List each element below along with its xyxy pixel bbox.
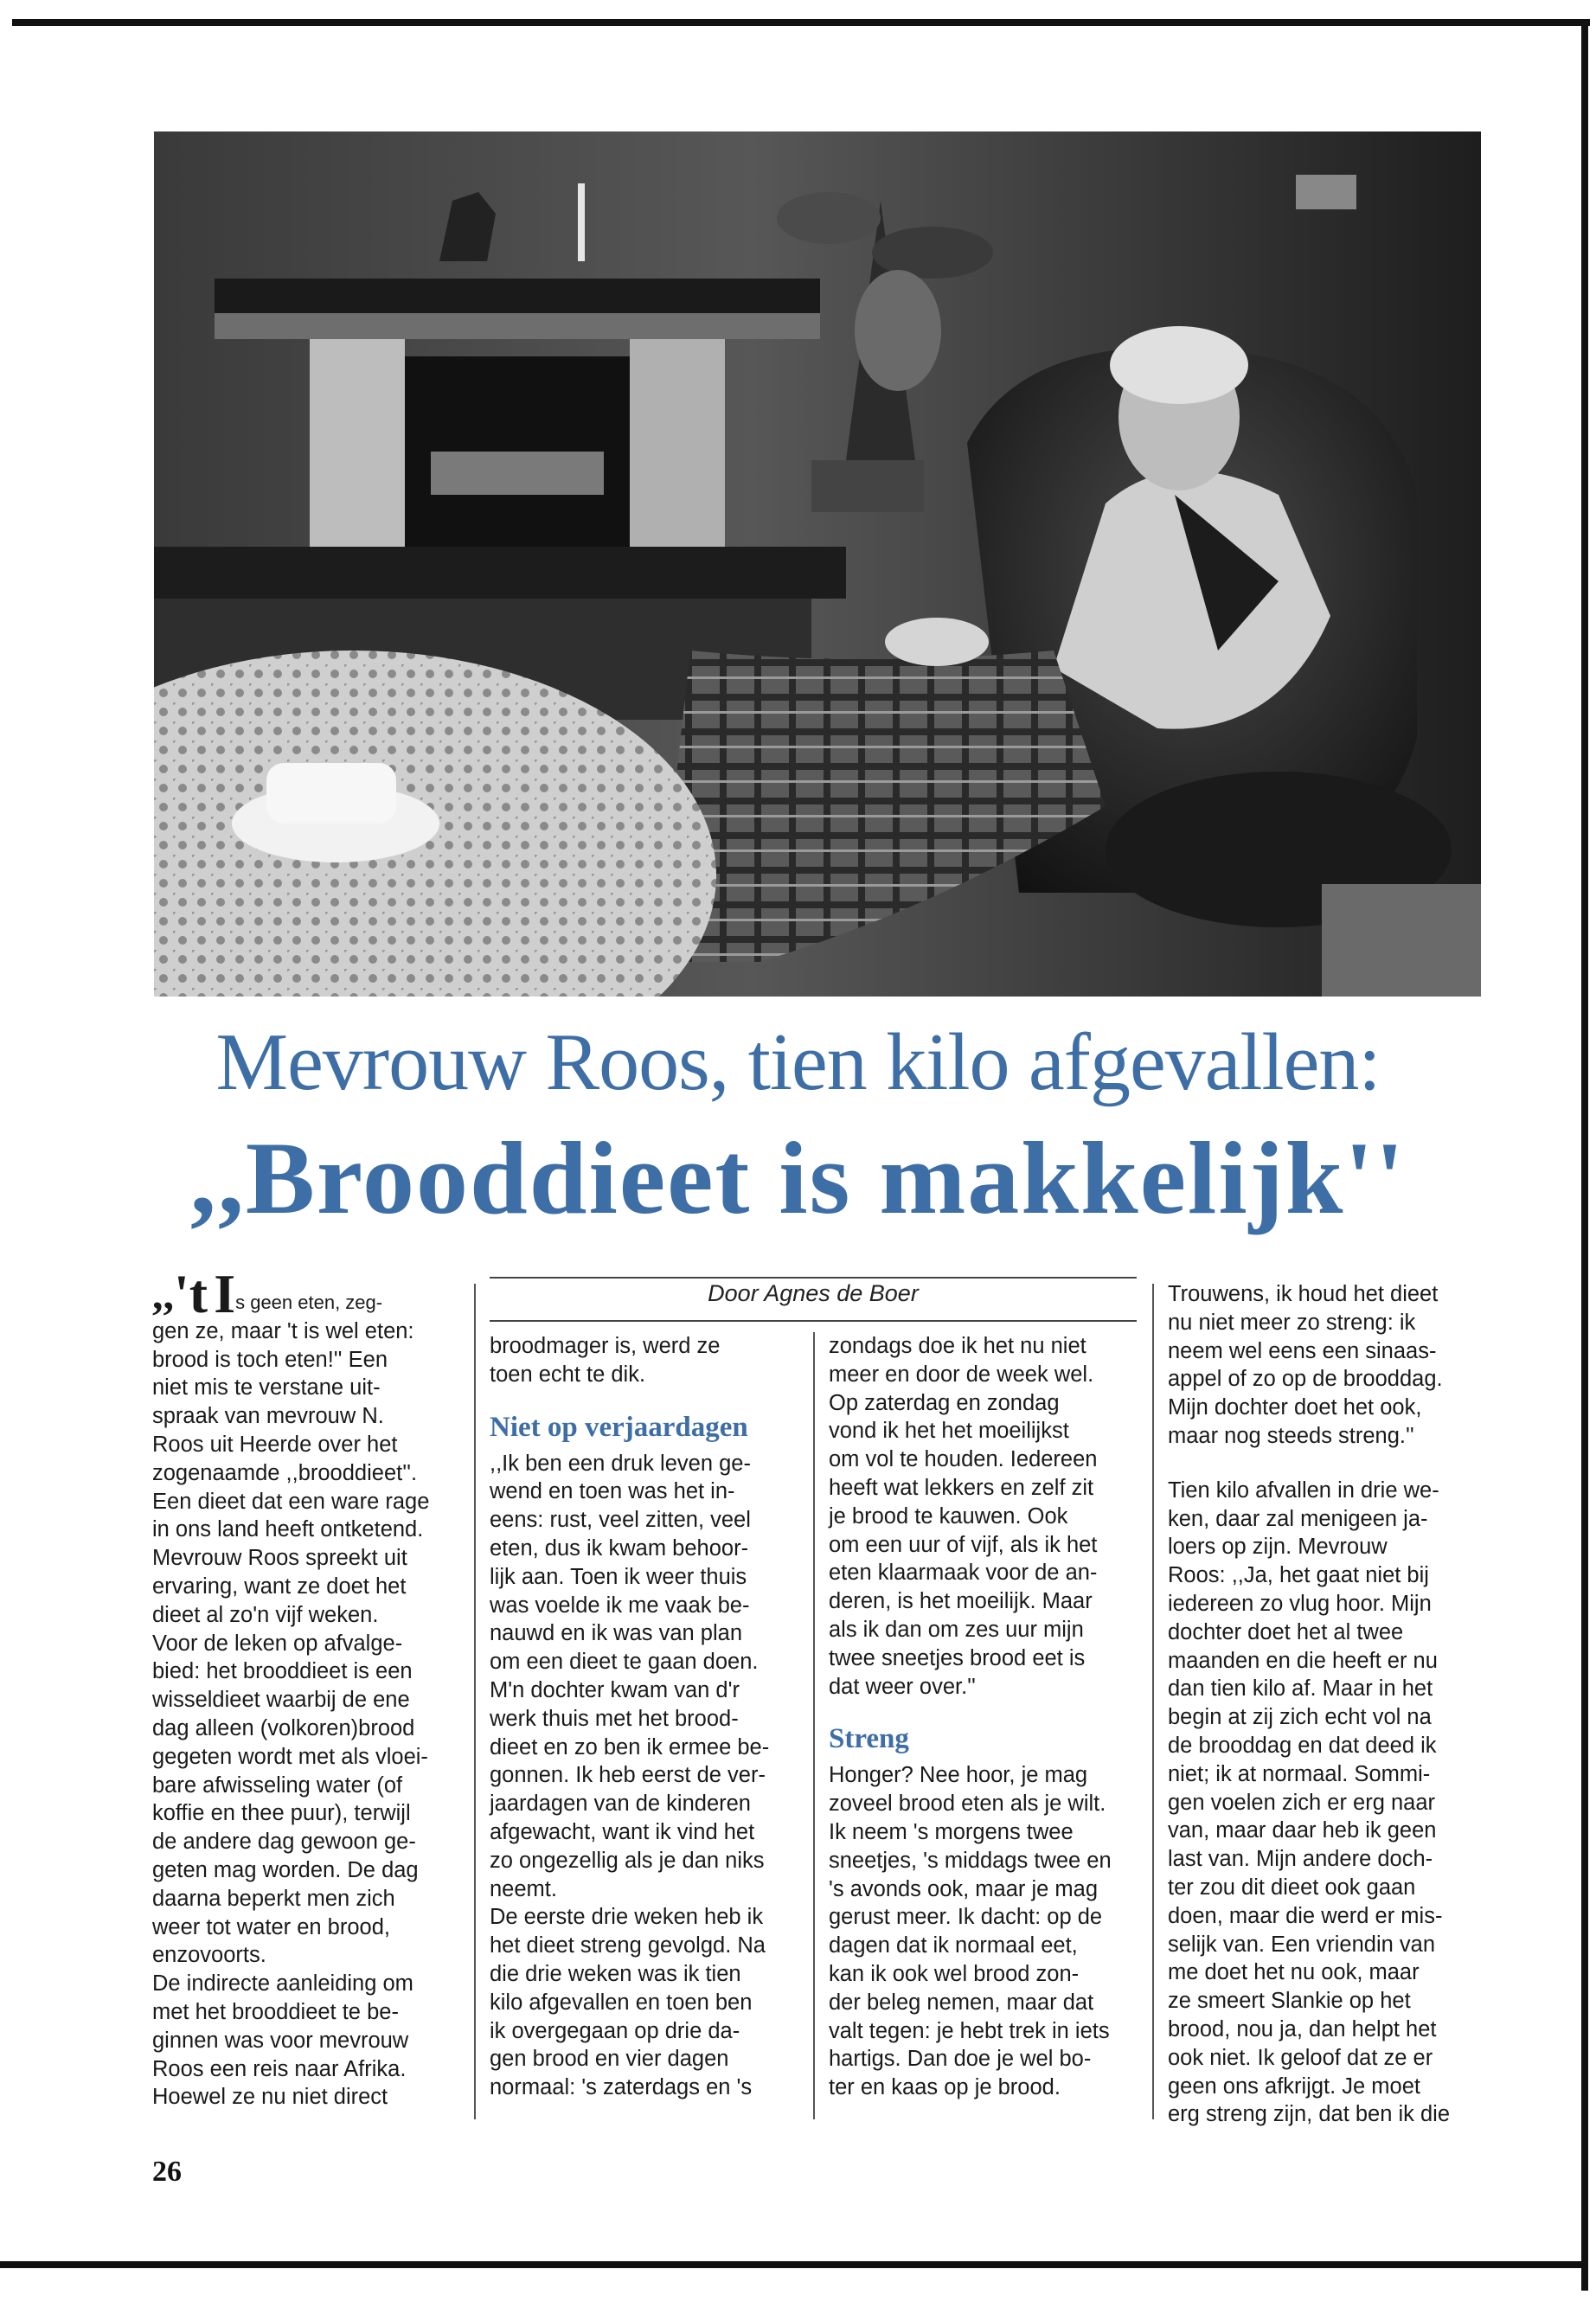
text-line: Ik neem 's morgens twee [829,1819,1074,1844]
text-line: geten mag worden. De dag [152,1857,419,1882]
text-line: zoveel brood eten als je wilt. [829,1791,1106,1817]
text-line: eten, dus ik kwam behoor- [490,1535,749,1561]
text-line: als ik dan om zes uur mijn [829,1617,1084,1642]
text-line: wisseldieet waarbij de ene [152,1688,410,1713]
text-line: Mijn dochter doet het ook, [1168,1395,1422,1420]
text-line: doen, maar die werd er mis- [1168,1903,1443,1928]
text-line: met het brooddieet te be- [152,1999,399,2024]
text-line: spraak van mevrouw N. [152,1404,384,1429]
headline-line-2: ,,Brooddieet is makkelijk'' [189,1120,1407,1235]
text-line: gen voelen zich er erg naar [1168,1790,1436,1815]
text-line: van, maar daar heb ik geen [1168,1818,1437,1843]
text-line: daarna beperkt men zich [152,1886,395,1911]
text-line: hartigs. Dan doe je wel bo- [829,2047,1092,2072]
text-line: de andere dag gewoon ge- [152,1830,416,1855]
text-line: selijk van. Een vriendin van [1168,1932,1436,1957]
text-line: dieet en zo ben ik ermee be- [490,1734,770,1759]
column-3-top [829,1332,1140,1701]
text-line: neem wel eens een sinaas- [1168,1338,1437,1363]
text-line: de brooddag en dat deed ik [1168,1733,1437,1758]
text-line: meer en door de week wel. [829,1362,1094,1387]
text-line: Hoewel ze nu niet direct [152,2085,388,2110]
text-line: ter zou dit dieet ook gaan [1168,1875,1416,1900]
text-line: dan tien kilo af. Maar in het [1168,1676,1433,1702]
headline-line-1: Mevrouw Roos, tien kilo afgevallen: [215,1017,1381,1107]
text-line: begin at zij zich echt vol na [1168,1705,1432,1730]
text-line: maar nog steeds streng.'' [1168,1423,1414,1448]
text-line: geen ons afkrijgt. Je moet [1168,2073,1420,2099]
paragraph-spacer [1168,1451,1479,1477]
subhead-streng: Streng [829,1723,909,1755]
text-line: dagen dat ik normaal eet, [829,1933,1078,1958]
text-line: ter en kaas op je brood. [829,2075,1061,2100]
top-border [12,19,1590,26]
text-line: ervaring, want ze doet het [152,1574,407,1599]
text-line: het dieet streng gevolgd. Na [490,1933,766,1958]
text-line: eten klaarmaak voor de an- [829,1561,1098,1586]
text-line: Roos: ,,Ja, het gaat niet bij [1168,1563,1429,1588]
text-line: bare afwisseling water (of [152,1772,403,1798]
text-line: Tien kilo afvallen in drie we- [1168,1477,1439,1503]
text-line: dag alleen (volkoren)brood [152,1715,415,1740]
text-line: gen ze, maar 't is wel eten: [152,1318,414,1343]
text-line: werk thuis met het brood- [490,1706,739,1731]
dropcap-line [152,1263,464,1324]
text-line: dochter doet het al twee [1168,1619,1404,1644]
text-line: erg streng zijn, dat ben ik die [1168,2102,1451,2127]
text-column-4 [1168,1280,1479,2129]
photo-woman-in-armchair-icon [154,131,1481,997]
text-line: gen brood en vier dagen [490,2047,729,2072]
dropcap-t: 't [174,1263,208,1324]
text-line: neemt. [490,1876,557,1901]
text-line: zogenaamde ,,brooddieet''. [152,1460,418,1485]
byline: Door Agnes de Boer [708,1280,919,1306]
text-line: Op zaterdag en zondag [829,1390,1060,1415]
text-line: was voelde ik me vaak be- [490,1593,750,1618]
text-line: appel of zo op de brooddag. [1168,1367,1443,1392]
text-line: gegeten wordt met als vloei- [152,1744,428,1769]
text-line: normaal: 's zaterdags en 's [490,2075,753,2100]
text-line: jaardagen van de kinderen [490,1791,751,1817]
text-line: deren, is het moeilijk. Maar [829,1589,1093,1614]
text-line: die drie weken was ik tien [490,1961,741,1986]
text-line: M'n dochter kwam van d'r [490,1677,740,1702]
subhead-niet-op-verjaardagen: Niet op verjaardagen [490,1411,748,1443]
text-line: dieet al zo'n vijf weken. [152,1602,379,1627]
text-line: gonnen. Ik heb eerst de ver- [490,1763,766,1788]
text-line: ken, daar zal menigeen ja- [1168,1506,1428,1531]
text-line: Een dieet dat een ware rage [152,1489,430,1514]
text-line: last van. Mijn andere doch- [1168,1847,1433,1872]
text-line: Honger? Nee hoor, je mag [829,1763,1088,1788]
text-line: lijk aan. Toen ik weer thuis [490,1564,747,1589]
column-divider-2 [813,1332,815,2119]
text-line: ,,Ik ben een druk leven ge- [490,1451,751,1476]
text-column-1 [152,1263,464,2112]
text-line: in ons land heeft ontketend. [152,1517,424,1542]
bottom-border [0,2261,1588,2268]
text-line: De indirecte aanleiding om [152,1971,413,1997]
text-line: om een dieet te gaan doen. [490,1650,759,1675]
text-line: gerust meer. Ik dacht: op de [829,1905,1103,1930]
text-line: eens: rust, veel zitten, veel [490,1508,751,1533]
article-photo [154,131,1481,997]
text-line: heeft wat lekkers en zelf zit [829,1475,1094,1500]
text-line: om vol te houden. Iedereen [829,1447,1098,1472]
text-line: ze smeert Slankie op het [1168,1989,1411,2014]
text-line: om een uur of vijf, als ik het [829,1532,1098,1557]
text-line: ginnen was voor mevrouw [152,2028,409,2053]
text-line: valt tegen: je hebt trek in iets [829,2018,1110,2043]
text-line: kan ik ook wel brood zon- [829,1961,1080,1986]
page-number: 26 [152,2156,182,2188]
dropcap-quote: ,, [152,1270,174,1318]
text-line: koffie en thee puur), terwijl [152,1801,411,1826]
text-line: sneetjes, 's middags twee en [829,1848,1112,1873]
text-line: zondags doe ik het nu niet [829,1334,1086,1358]
text-line: nauwd en ik was van plan [490,1621,743,1646]
text-line: wend en toen was het in- [490,1479,735,1504]
text-line: ik overgegaan op drie da- [490,2018,740,2043]
text-line: twee sneetjes brood eet is [829,1645,1086,1670]
text-line: 's avonds ook, maar je mag [829,1876,1099,1901]
text-line: afgewacht, want ik vind het [490,1819,755,1844]
column-3-body [829,1761,1140,2102]
text-column-3 [829,1332,1140,2102]
text-line: ook niet. Ik geloof dat ze er [1168,2045,1433,2070]
text-line: nu niet meer zo streng: ik [1168,1310,1416,1335]
column-1-body [152,1317,464,2112]
text-line: vond ik het het moeilijkst [829,1419,1069,1444]
dropcap-i: I [214,1263,236,1324]
text-line: loers op zijn. Mevrouw [1168,1535,1388,1560]
text-line: broodmager is, werd ze [490,1334,721,1358]
text-line: enzovoorts. [152,1943,266,1968]
text-column-2 [490,1332,801,2102]
text-line: De eerste drie weken heb ik [490,1905,764,1930]
text-line: brood, nou ja, dan helpt het [1168,2016,1437,2041]
text-line: bied: het brooddieet is een [152,1659,413,1684]
text-line: brood is toch eten!'' Een [152,1347,388,1372]
text-line: Roos uit Heerde over het [152,1432,398,1457]
text-line: kilo afgevallen en toen ben [490,1990,753,2015]
column-divider-3 [1152,1284,1154,2119]
column-2-top [490,1332,801,1389]
column-divider-1 [474,1284,476,2119]
text-line: maanden en die heeft er nu [1168,1648,1438,1673]
text-line: niet; ik at normaal. Sommi- [1168,1761,1431,1786]
text-line: me doet het nu ook, maar [1168,1960,1420,1985]
text-line: der beleg nemen, maar dat [829,1990,1094,2015]
text-line: Mevrouw Roos spreekt uit [152,1546,407,1571]
byline-rule-top [490,1277,1137,1279]
column-2-body [490,1450,801,2102]
text-line: toen echt te dik. [490,1362,646,1387]
text-line: Voor de leken op afvalge- [152,1631,403,1656]
text-line: Roos een reis naar Afrika. [152,2056,407,2081]
text-line: iedereen zo vlug hoor. Mijn [1168,1591,1432,1616]
text-line: zo ongezellig als je dan niks [490,1848,765,1873]
text-line: niet mis te verstane uit- [152,1375,381,1400]
dropcap-rest: s geen eten, zeg- [235,1292,383,1313]
column-4-body [1168,1477,1479,2129]
byline-rule-bottom [490,1320,1137,1322]
text-line: weer tot water en brood, [152,1914,390,1939]
text-line: dat weer over.'' [829,1674,976,1699]
text-line: je brood te kauwen. Ook [829,1503,1068,1529]
text-line: Trouwens, ik houd het dieet [1168,1282,1439,1306]
column-4-top [1168,1280,1479,1451]
